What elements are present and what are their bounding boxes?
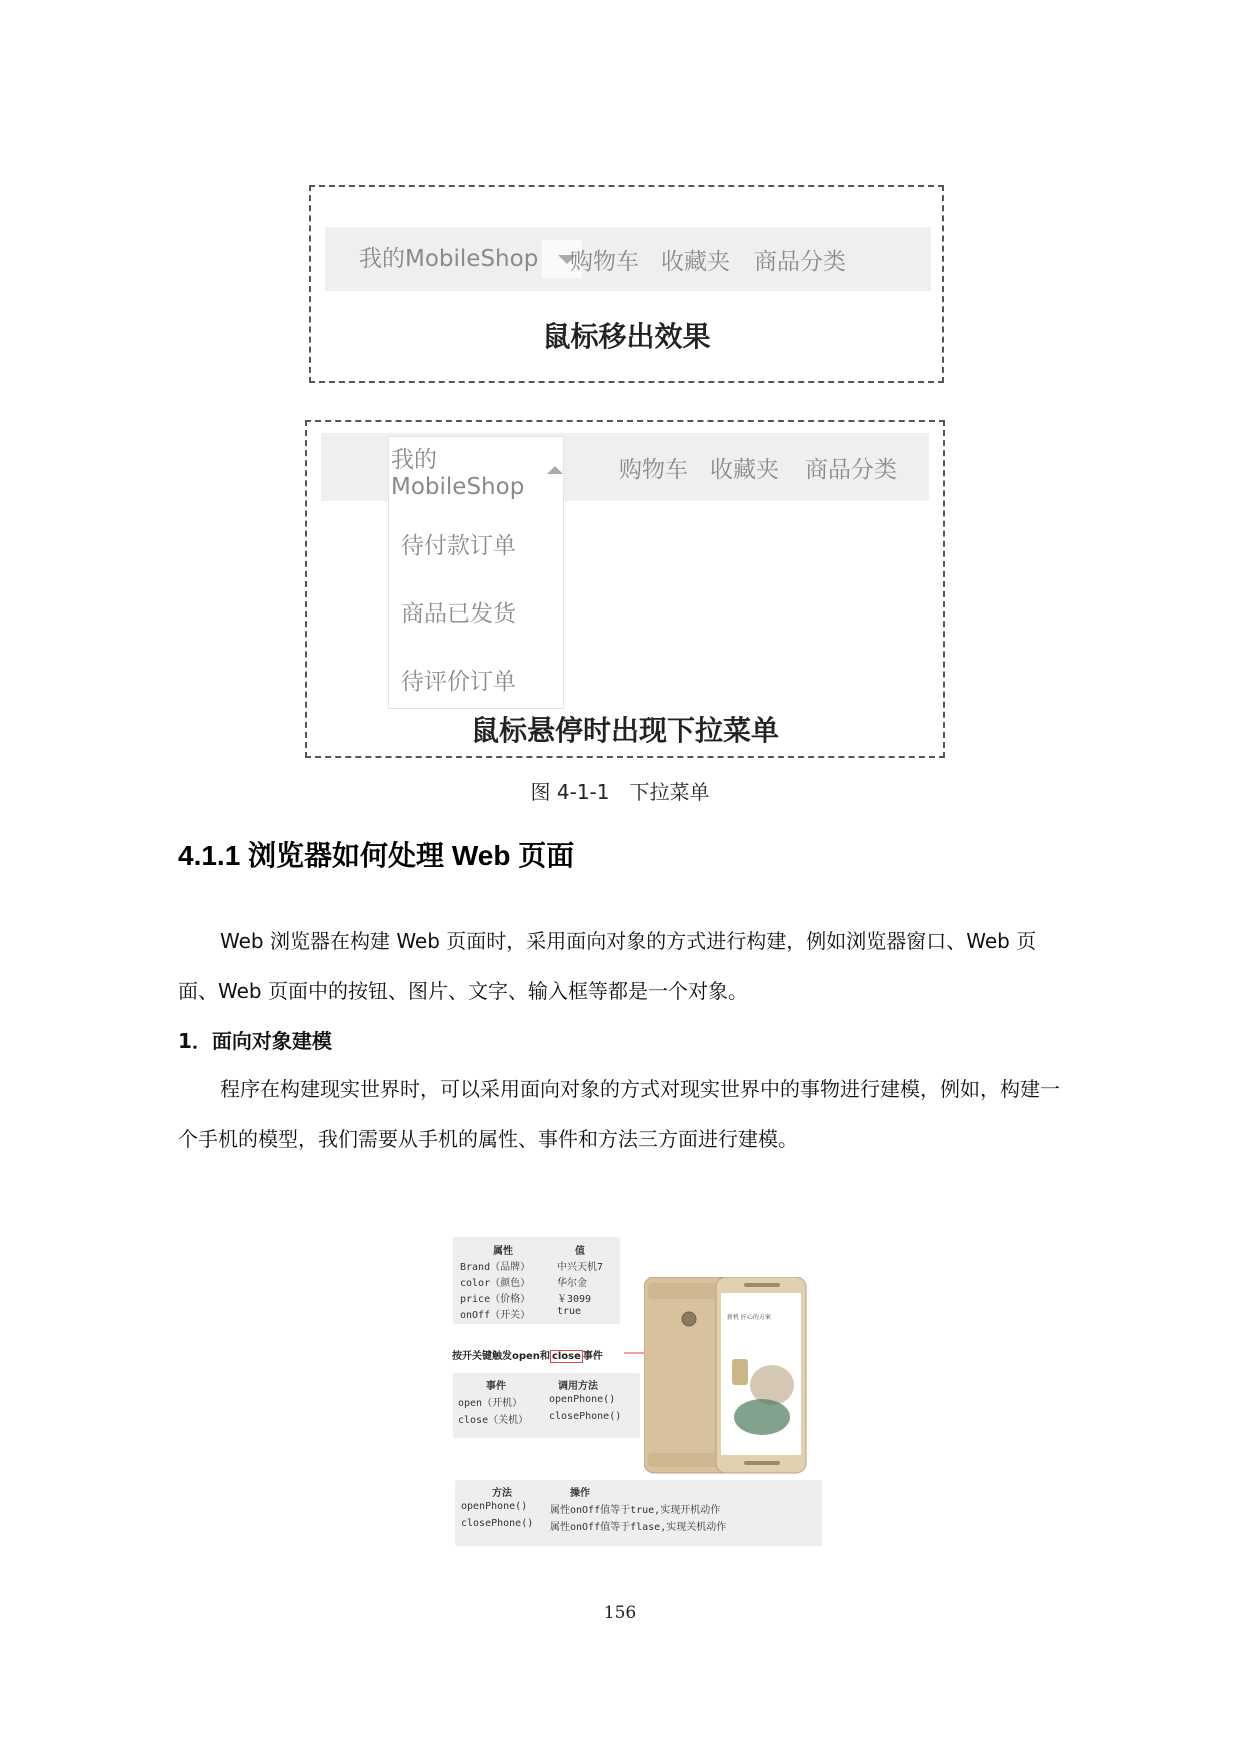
trigger-and: 和 [539,1351,550,1362]
table-cell: onOff（开关） [460,1310,531,1321]
table-header: 操作 [570,1488,590,1499]
table-header: 方法 [492,1488,512,1499]
screen-text: 新机 匠心的方案 [727,1314,771,1321]
table-header: 调用方法 [558,1381,598,1392]
dropdown-item[interactable]: 商品已发货 [401,601,516,627]
table-cell: price（价格） [460,1294,531,1305]
table-cell: 属性onOff值等于flase,实现关机动作 [550,1522,727,1533]
caret-up-icon [547,466,563,474]
menu-my-shop-label: 我的MobileShop [359,246,539,272]
dropdown-item[interactable]: 待付款订单 [401,533,516,559]
dropdown-menu [388,436,564,709]
table-cell: color（颜色） [460,1278,531,1289]
table-header: 事件 [486,1381,506,1392]
hover-caption: 鼠标悬停时出现下拉菜单 [470,714,779,747]
page-number: 156 [603,1603,637,1623]
figure-caption: 图 4-1-1 下拉菜单 [530,780,710,804]
paragraph: Web 浏览器在构建 Web 页面时，采用面向对象的方式进行构建，例如浏览器窗口、Web 页面、Web 页面中的按钮、图片、文字、输入框等都是一个对象。 [178,929,1037,1003]
menu-my-shop-label: 我的MobileShop [391,446,525,500]
section-heading: 4.1.1 浏览器如何处理 Web 页面 [178,840,575,871]
phone-model-figure [452,1237,832,1545]
table-cell: close（关机） [458,1415,529,1426]
table-cell: closePhone() [549,1411,622,1422]
menu-my-shop[interactable] [389,437,563,503]
table-cell: open（开机） [458,1398,523,1409]
table-header: 值 [575,1246,585,1257]
table-header: 属性 [493,1246,513,1257]
trigger-close-highlight: close [551,1351,581,1362]
methods-table [455,1480,822,1546]
menu-demo-mouseout [309,185,944,383]
trigger-open: open [512,1351,540,1362]
menu-favorites[interactable]: 收藏夹 [710,456,779,483]
table-cell: openPhone() [549,1394,616,1405]
menu-demo-hover [305,420,945,758]
paragraph: 程序在构建现实世界时，可以采用面向对象的方式对现实世界中的事物进行建模，例如，构建一个手机的模型，我们需要从手机的属性、事件和方法三方面进行建模。 [178,1077,1060,1151]
table-cell: true [557,1306,582,1317]
menu-categories[interactable]: 商品分类 [754,248,846,275]
menu-my-shop[interactable] [359,240,582,278]
table-cell: openPhone() [461,1501,528,1512]
menu-favorites[interactable]: 收藏夹 [661,248,730,275]
phone-illustration [644,1277,824,1477]
table-cell: ￥3099 [557,1294,592,1305]
mouseout-caption: 鼠标移出效果 [542,320,711,353]
table-cell: 华尔金 [557,1278,587,1289]
menu-cart[interactable]: 购物车 [570,248,639,275]
menu-categories[interactable]: 商品分类 [805,456,897,483]
table-cell: 属性onOff值等于true,实现开机动作 [550,1505,721,1516]
trigger-note-suffix: 事件 [582,1351,603,1362]
trigger-note-text: 按开关键触发 [452,1351,512,1362]
table-cell: Brand（品牌） [460,1262,531,1273]
table-cell: closePhone() [461,1518,534,1529]
dropdown-item[interactable]: 待评价订单 [401,669,516,695]
menu-cart[interactable]: 购物车 [619,456,688,483]
table-cell: 中兴天机7 [557,1262,604,1273]
subheading: 1．面向对象建模 [178,1029,332,1053]
events-table [453,1373,640,1438]
nav-menubar [325,227,931,291]
